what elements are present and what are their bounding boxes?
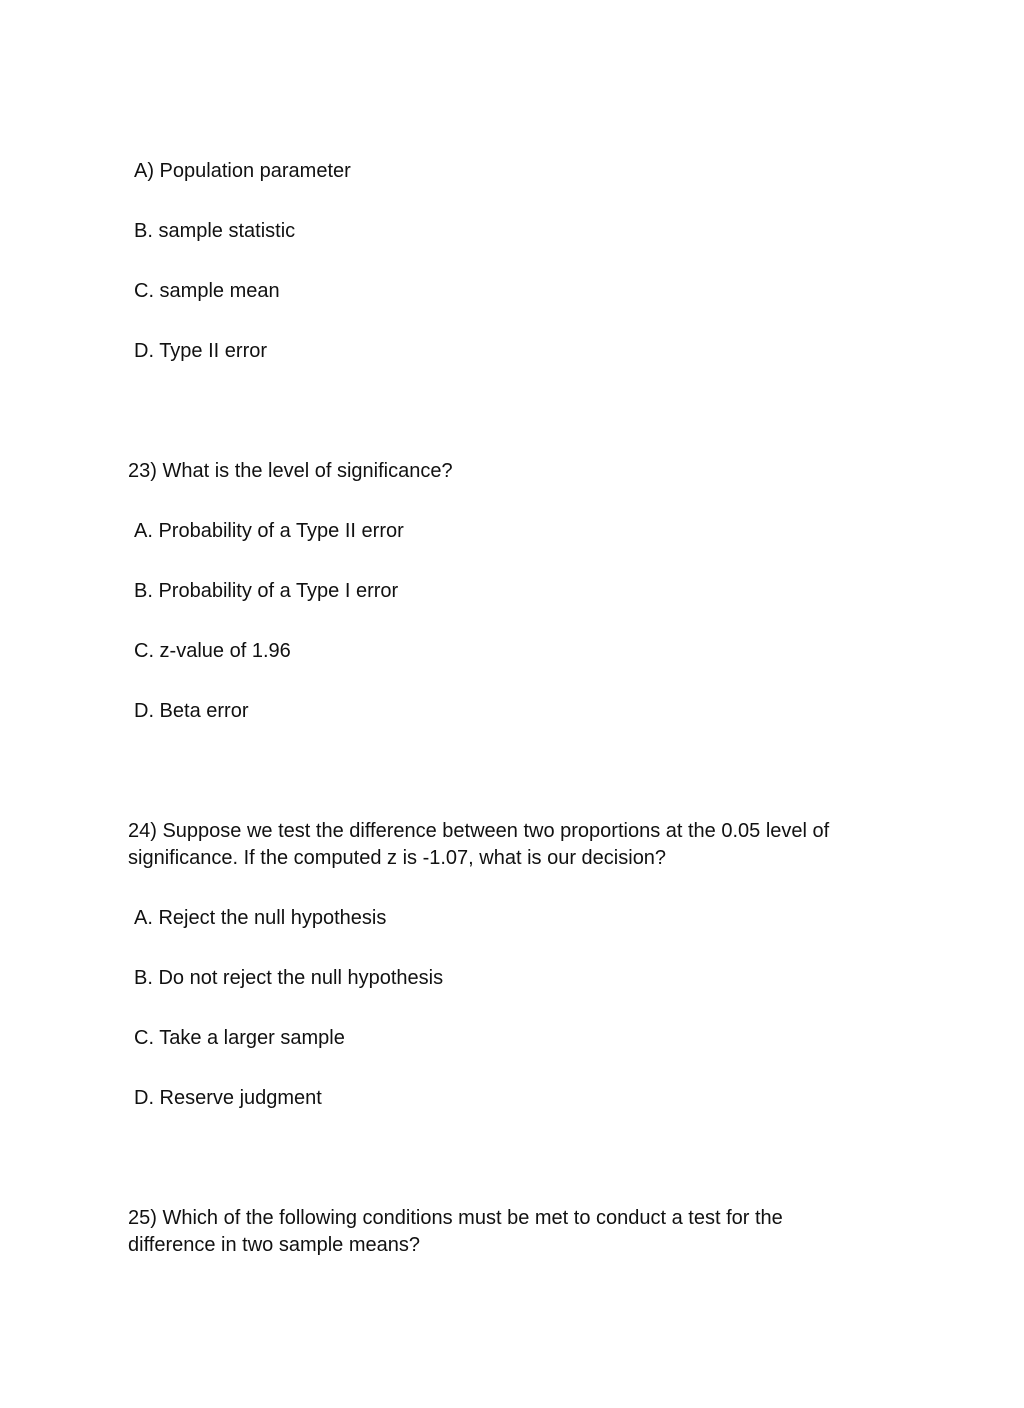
q24-option-d: D. Reserve judgment [134, 1087, 322, 1109]
question-24-line-1: 24) Suppose we test the difference between two proportions at the 0.05 level of [128, 820, 830, 842]
q23-option-b: B. Probability of a Type I error [134, 580, 399, 602]
q23-option-d: D. Beta error [134, 700, 249, 722]
question-25-line-1: 25) Which of the following conditions must be met to conduct a test for the [128, 1207, 783, 1229]
q23-option-a: A. Probability of a Type II error [134, 520, 404, 542]
question-24-line-2: significance. If the computed z is -1.07, what is our decision? [128, 847, 667, 869]
option-d: D. Type II error [134, 340, 268, 362]
option-a: A) Population parameter [134, 160, 351, 182]
q24-option-a: A. Reject the null hypothesis [134, 907, 387, 929]
q24-option-c: C. Take a larger sample [134, 1027, 345, 1049]
option-c: C. sample mean [134, 280, 280, 302]
option-b: B. sample statistic [134, 220, 296, 242]
question-25-line-2: difference in two sample means? [128, 1234, 421, 1256]
question-23-text: 23) What is the level of significance? [128, 460, 453, 482]
q24-option-b: B. Do not reject the null hypothesis [134, 967, 444, 989]
q23-option-c: C. z-value of 1.96 [134, 640, 291, 662]
